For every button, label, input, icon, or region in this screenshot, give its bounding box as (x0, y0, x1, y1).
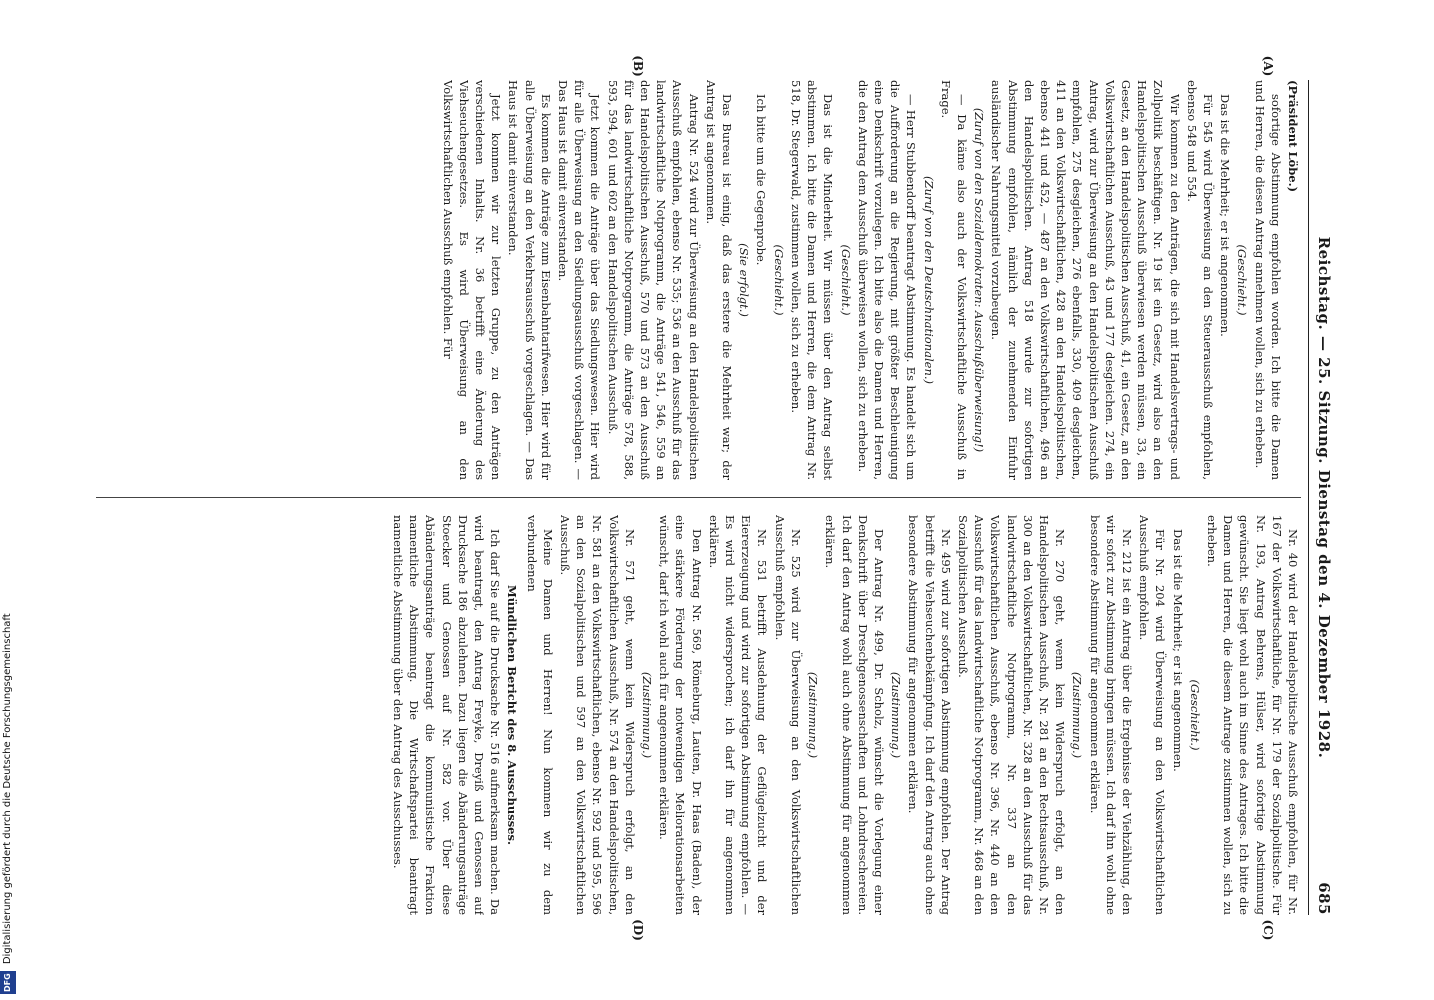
right-paragraph: Meine Damen und Herren! Nun kommen wir zu dem verbundenen (524, 515, 555, 915)
right-paragraph: Ich darf Sie auf die Drucksache Nr. 516 aufmerksam machen. Da wird beantragt, den Antrag Freyke, Dreyiß und Genossen auf Drucksache 186 abzulehnen. Dazu liegen die Abänderungsanträge Stoecker und Genossen auf Nr. 582 vor. Über diese Abänderungsanträge beantragt die kommunistische Fraktion namentliche Abstimmung. Die Wirtschaftspartei beantragt namentliche Abstimmung über den Antrag des Ausschusses. (391, 515, 503, 915)
left-paragraph: Antrag Nr. 524 wird zur Überweisung an den Handelspolitischen Ausschuß empfohlen, ebenso Nr. 535; 536 an den Ausschuß für das landwirtschaftliche Notprogramm, die Anträge 541, 546, 559 an den Handelspolitischen Ausschuß, 570 und 573 an den Ausschuß für das landwirtschaftliche Notprogramm, die Anträge 578, 588, 593, 594, 601 und 602 an den Handelspolitischen Ausschuß. (605, 80, 701, 480)
right-stage-direction: (Geschieht.) (1187, 679, 1202, 751)
right-paragraph: Nr. 212 ist ein Antrag über die Ergebnisse der Viehzählung, den wir sofort zur Abstimmung bringen müssen. Ich darf ihn wohl ohne besondere Abstimmung für angenommen erklären. (1087, 515, 1134, 915)
margin-mark-a: (A) (1261, 55, 1275, 77)
right-paragraph: Nr. 571 geht, wenn kein Widerspruch erfolgt, an den Volkswirtschaftlichen Ausschuß, Nr. 574 an den Handelspolitischen, Nr. 581 an den Volkswirtschaftlichen, ebenso Nr. 592 und 595, 596 an den Sozialpolitischen und 597 an den Volkswirtschaftlichen Ausschuß. (558, 515, 637, 915)
dfg-logo: DFG (0, 971, 16, 994)
right-stage-direction: (Zustimmung.) (806, 671, 821, 759)
left-column (91, 80, 1301, 480)
left-stage-direction: (Sie erfolgt.) (737, 243, 752, 317)
left-paragraph: sofortige Abstimmung empfohlen worden. Ich bitte die Damen und Herren, die diesen Antrag annehmen wollen, sich zu erheben. (1252, 80, 1283, 480)
left-paragraph: Ich bitte um die Gegenprobe. (754, 94, 769, 266)
right-stage-direction: (Zustimmung.) (1070, 671, 1085, 759)
left-paragraph: Jetzt kommen wir zur letzten Gruppe, zu den Anträgen verschiedenen Inhalts. Nr. 36 betrifft eine Änderung des Viehseuchengesetzes. Es wird Überweisung an den Volkswirtschaftlichen Ausschuß empfohlen. Für (440, 80, 504, 480)
left-paragraph: — Herr Stubbendorff beantragt Abstimmung. Es handelt sich um die Aufforderung an die Regierung, mit größter Beschleunigung eine Denkschrift vorzulegen. Ich bitte also die Damen und Herren, die den Antrag dem Ausschuß überweisen wollen, sich zu erheben. (855, 80, 919, 480)
right-paragraph: Der Antrag Nr. 499, Dr. Scholz, wünscht die Vorlegung einer Denkschrift über Dreschgenossenschaften und Lohndreschereien. Ich darf den Antrag wohl auch ohne Abstimmung für angenommen erklären. (823, 515, 886, 915)
left-paragraph: Wir kommen zu den Anträgen, die sich mit Handelsvertrags- und Zollpolitik beschäftigen. Nr. 19 ist ein Gesetz, wird also an den Handelspolitischen Ausschuß überwiesen werden müssen, 33, ein Gesetz, an den Handelspolitischen Ausschuß, 41, ein Gesetz, an den Volkswirtschaftlichen Ausschuß, 43 und 177 desgleichen. 274, ein Antrag, wird zur Überweisung an den Handelspolitischen Ausschuß empfohlen, 275 desgleichen, 276 ebenfalls, 330, 409 desgleichen, 411 an den Volkswirtschaftlichen, 428 an den Handelspolitischen, ebenso 441 und 452, — 487 an den Volkswirtschaftlichen, 496 an den Handelspolitischen. Antrag 518 wurde zur sofortigen Abstimmung empfohlen, nämlich der zunehmenden Einfuhr ausländischer Nahrungsmittel vorzubeugen. (989, 80, 1182, 480)
right-paragraph: Für Nr. 204 wird Überweisung an den Volkswirtschaftlichen Ausschuß empfohlen. (1137, 515, 1168, 915)
digitization-credit (0, 0, 16, 1000)
right-paragraph: Nr. 270 geht, wenn kein Widerspruch erfolgt, an den Handelspolitischen Ausschuß, Nr. 281 an den Rechtsausschuß, Nr. 300 an den Volkswirtschaftlichen, Nr. 328 an den Ausschuß für das landwirtschaftliche Notprogramm, Nr. 337 an den Volkswirtschaftlichen Ausschuß, ebenso Nr. 396, Nr. 440 an den Ausschuß für das landwirtschaftliche Notprogramm, Nr. 468 an den Sozialpolitischen Ausschuß. (955, 515, 1068, 915)
credit-text: Digitalisierung gefördert durch die Deutsche Forschungsgemeinschaft (2, 613, 13, 965)
right-paragraph: Nr. 40 wird der Handelspolitische Ausschuß empfohlen, für Nr. 167 der Volkswirtschaftliche, für Nr. 179 der Sozialpolitische. Für Nr. 193, Antrag Behrens, Hülser, wird sofortige Abstimmung gewünscht. Sie liegt wohl auch im Sinne des Antrages. Ich bitte die Damen und Herren, die diesem Antrage zustimmen wollen, sich zu erheben. (1204, 515, 1300, 915)
page-number: 685 (1315, 882, 1333, 915)
left-speaker-label: (Präsident Löbe.) (1286, 80, 1300, 193)
right-paragraph: Das ist die Mehrheit; er ist angenommen. (1170, 529, 1185, 772)
left-paragraph: Das ist die Mehrheit; er ist angenommen. (1218, 94, 1233, 337)
page-header (1308, 80, 1335, 915)
margin-mark-d: (D) (631, 919, 645, 941)
left-stage-direction: (Zuruf von den Deutschnationalen.) (921, 176, 936, 384)
left-stage-direction: (Zuruf von den Sozialdemokraten: Ausschußüberweisung!) (972, 107, 987, 453)
running-head: Reichstag. — 25. Sitzung. Dienstag den 4. Dezember 1928. (1315, 236, 1333, 759)
margin-mark-b: (B) (631, 55, 645, 77)
left-paragraph: Das Bureau ist einig, daß das erstere die Mehrheit war; der Antrag ist angenommen. (703, 80, 735, 480)
right-stage-direction: (Zustimmung.) (889, 671, 904, 759)
left-paragraph: Für 545 wird Überweisung an den Steuerausschuß empfohlen, ebenso 548 und 554. (1184, 80, 1215, 480)
right-column (91, 515, 1301, 915)
left-stage-direction: (Geschieht.) (1235, 244, 1250, 316)
right-stage-direction: (Zustimmung.) (640, 671, 655, 759)
left-stage-direction: (Geschieht.) (771, 244, 786, 316)
left-paragraph: Es kommen die Anträge zum Eisenbahntarifwesen. Hier wird für alle Überweisung an den Verkehrsausschuß vorgeschlagen. — Das Haus ist damit einverstanden. (506, 80, 553, 480)
right-paragraph: Nr. 525 wird zur Überweisung an den Volkswirtschaftlichen Ausschuß empfohlen. (772, 515, 803, 915)
left-paragraph: Jetzt kommen die Anträge über das Siedlungswesen. Hier wird für alle Überweisung an den Siedlungsausschuß vorgeschlagen. — Das Haus ist damit einverstanden. (556, 80, 603, 480)
right-paragraph: Nr. 531 betrifft Ausdehnung der Geflügelzucht und der Eiererzeugung und wird zur sofortigen Abstimmung empfohlen. — Es wird nicht widersprochen; ich darf ihn für angenommen erklären. (706, 515, 770, 915)
margin-mark-c: (C) (1261, 919, 1275, 941)
right-paragraph: Nr. 495 wird zur sofortigen Abstimmung empfohlen. Der Antrag betrifft die Viehseuchenbekämpfung. Ich darf den Antrag auch ohne besondere Abstimmung für angenommen erklären. (906, 515, 953, 915)
left-paragraph: — Da käme also auch der Volkswirtschaftliche Ausschuß in Frage. (938, 80, 969, 480)
left-paragraph: Das ist die Minderheit. Wir müssen über den Antrag selbst abstimmen. Ich bitte die Damen und Herren, die dem Antrag Nr. 518, Dr. Stegerwald, zustimmen wollen, sich zu erheben. (788, 80, 836, 480)
right-paragraph: Den Antrag Nr. 569, Römeburg, Lauten, Dr. Haas (Baden), der eine stärkere Förderung der notwendigen Meliorationsarbeiten wünscht, darf ich wohl auch für angenommen erklären. (657, 515, 704, 915)
right-section-heading: Mündlichen Bericht des 8. Ausschusses. (505, 585, 520, 845)
left-stage-direction: (Geschieht.) (838, 244, 853, 316)
column-divider (96, 497, 1301, 498)
document-page (80, 55, 1335, 941)
